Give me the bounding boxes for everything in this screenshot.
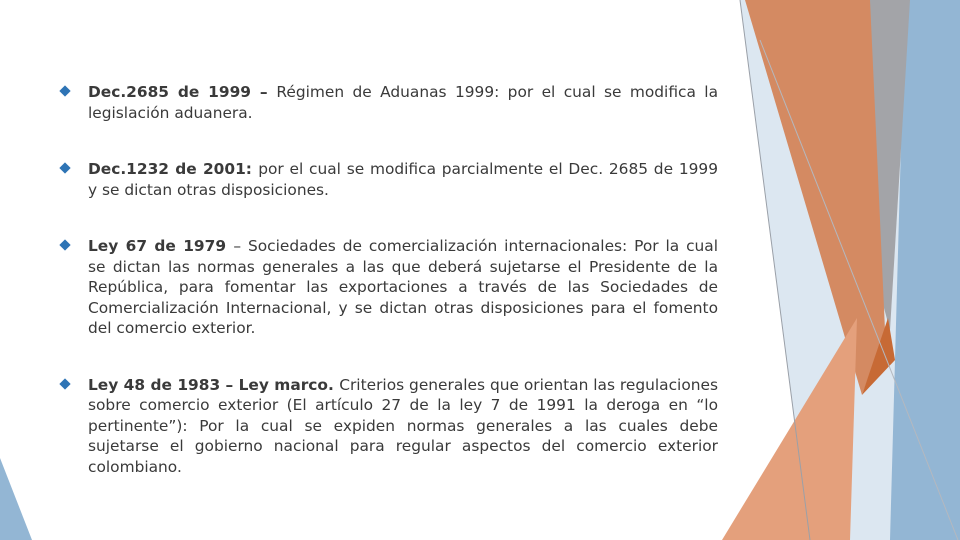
bullet-lead: Ley 67 de 1979 bbox=[88, 237, 234, 255]
diamond-bullet-icon bbox=[59, 85, 70, 96]
bullet-text: Criterios generales que orientan las regulaciones sobre comercio exterior (El artículo 27 de la ley 7 de 1991 la deroga en “lo pertinente”): Por la cual se expiden normas generales a las cuales debe sujetarse el gobierno nacional para regular aspectos del comercio exterior colombiano. bbox=[88, 375, 718, 476]
bullet-lead: Dec.2685 de 1999 – bbox=[88, 83, 277, 101]
diamond-bullet-icon bbox=[59, 162, 70, 173]
diamond-bullet-icon bbox=[59, 239, 70, 250]
bullet-text: – Sociedades de comercialización internacionales: Por la cual se dictan las normas generales a las que deberá sujetarse el Presidente de la República, para fomentar las exportaciones a través de las Sociedades de Comercialización Internacional, y se dictan otras disposiciones para el fomento del comercio exterior. bbox=[88, 237, 718, 337]
diamond-bullet-icon bbox=[59, 378, 70, 389]
bullet-lead: Dec.1232 de 2001: bbox=[88, 160, 259, 178]
bullet-text: por el cual se modifica parcialmente el Dec. 2685 de 1999 y se dictan otras disposiciones. bbox=[88, 160, 718, 199]
bullet-lead: Ley 48 de 1983 – Ley marco. bbox=[88, 375, 340, 394]
bullet-item-ley-48 bbox=[56, 375, 718, 478]
bullet-item-decreto-1232 bbox=[56, 159, 718, 200]
bullet-item-decreto-2685 bbox=[56, 82, 718, 123]
bullet-list bbox=[56, 82, 718, 477]
bullet-text: Régimen de Aduanas 1999: por el cual se modifica la legislación aduanera. bbox=[88, 83, 718, 122]
deco-corner-triangle bbox=[0, 458, 32, 540]
bullet-item-ley-67 bbox=[56, 236, 718, 339]
